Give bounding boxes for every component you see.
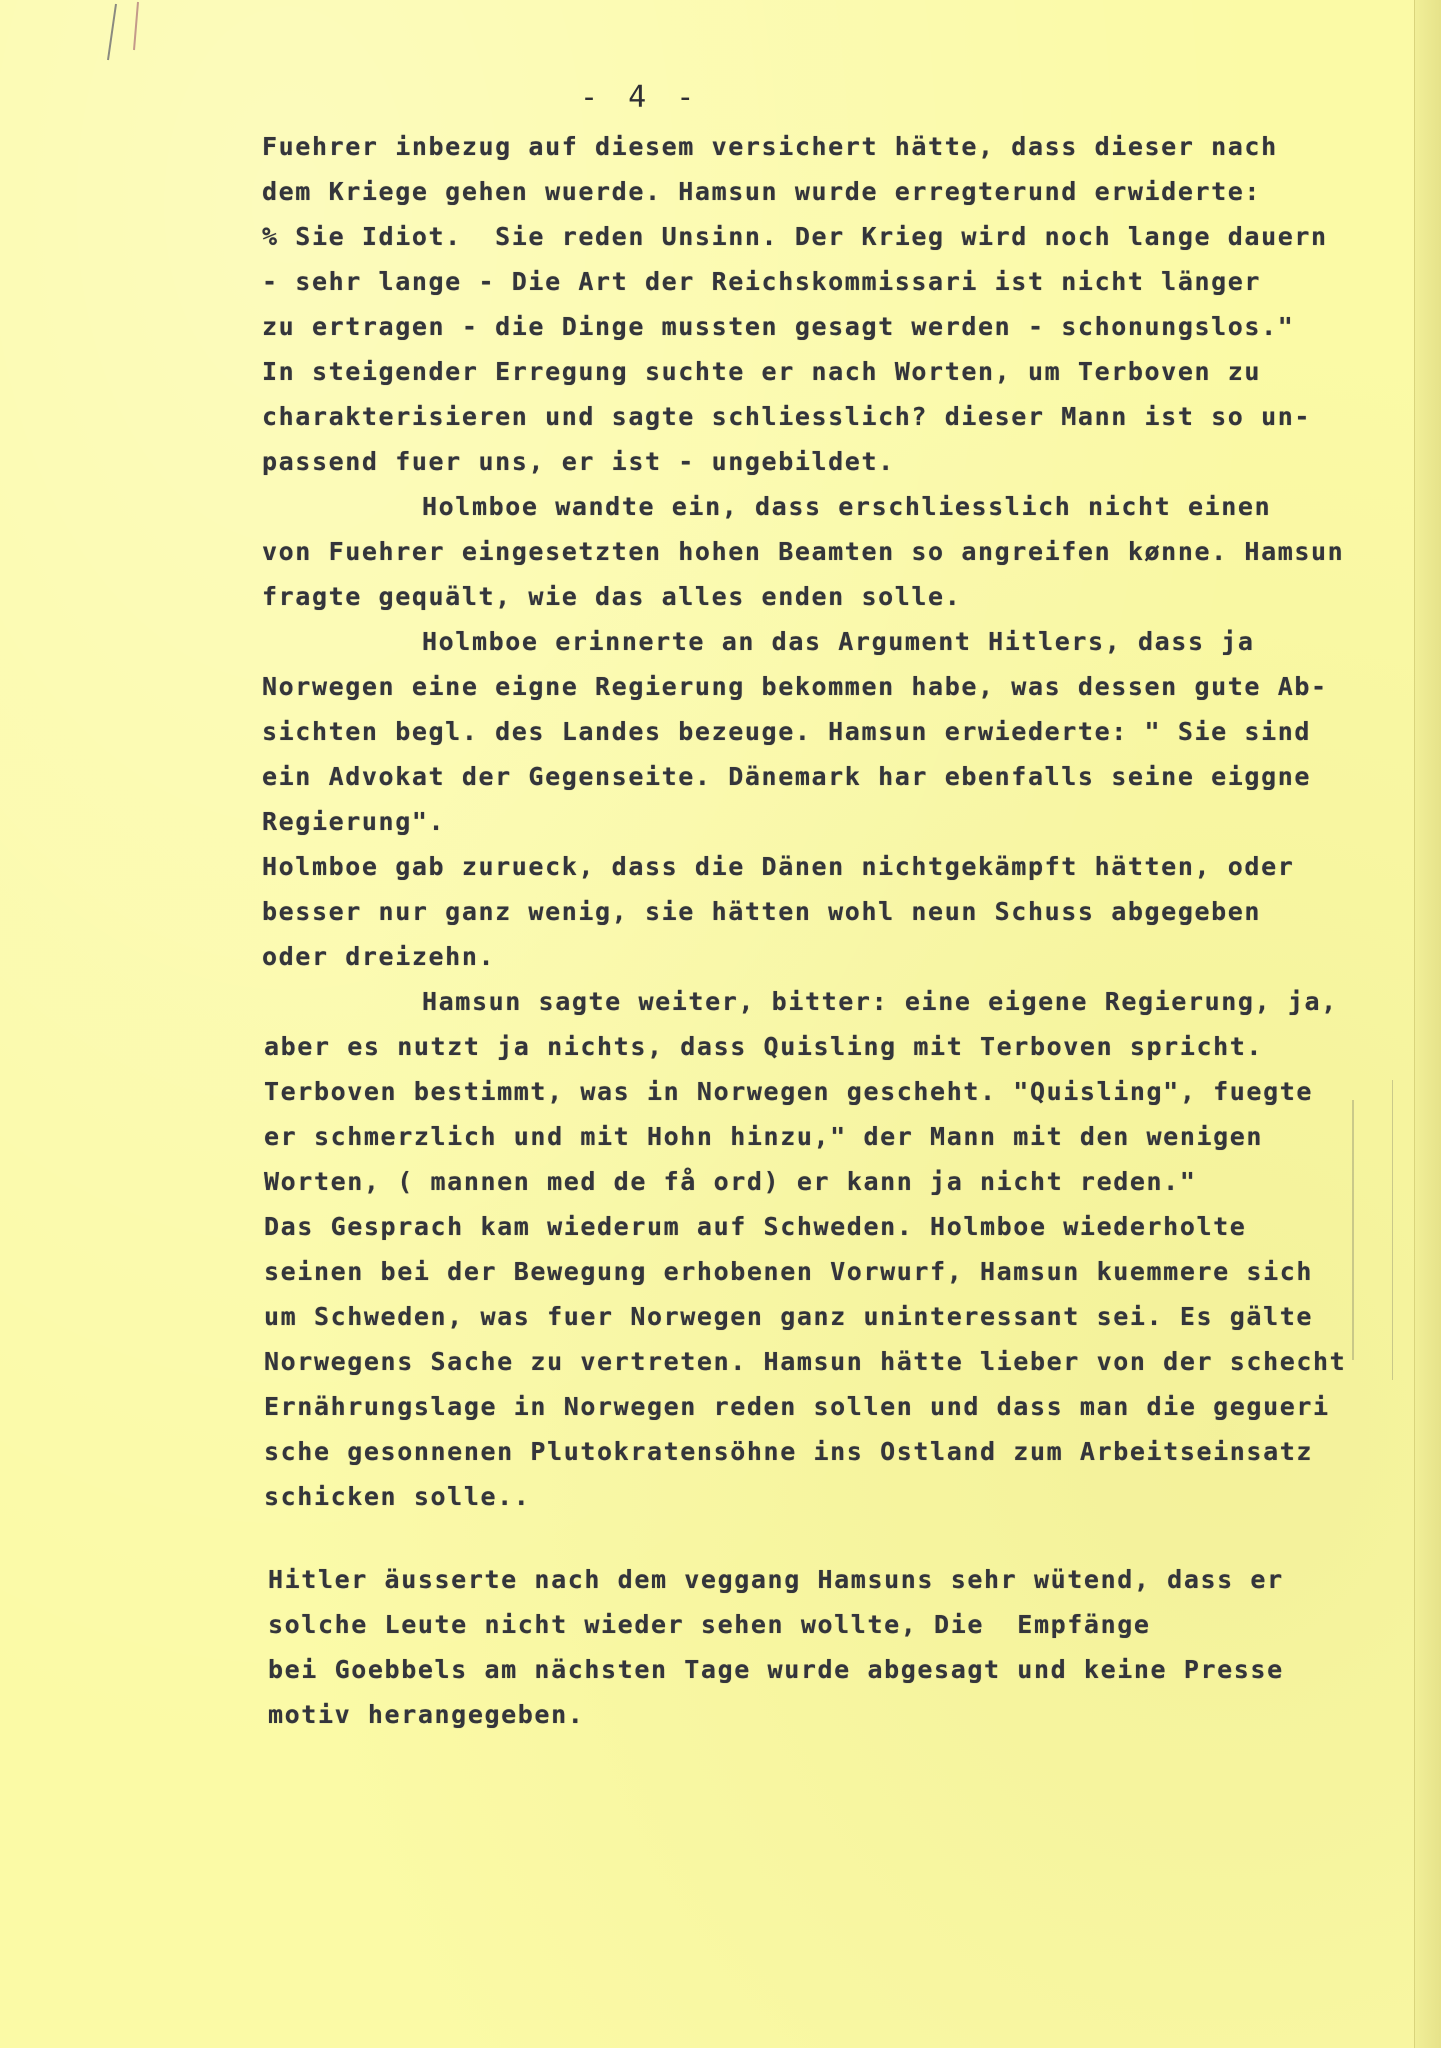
- text-line: sche gesonnenen Plutokratensöhne ins Ostland zum Arbeitseinsatz: [264, 1437, 1314, 1466]
- text-line: besser nur ganz wenig, sie hätten wohl neun Schuss abgegeben: [262, 897, 1262, 926]
- text-line: - sehr lange - Die Art der Reichskommissari ist nicht länger: [262, 267, 1262, 296]
- text-line: oder dreizehn.: [262, 942, 496, 971]
- text-line: er schmerzlich und mit Hohn hinzu," der Mann mit den wenigen: [264, 1122, 1264, 1151]
- text-line: Holmboe erinnerte an das Argument Hitlers, dass ja: [422, 627, 1255, 656]
- text-line: von Fuehrer eingesetzten hohen Beamten so angreifen kønne. Hamsun: [262, 537, 1345, 566]
- text-line: seinen bei der Bewegung erhobenen Vorwurf, Hamsun kuemmere sich: [264, 1257, 1314, 1286]
- text-line: Das Gesprach kam wiederum auf Schweden. Holmboe wiederholte: [264, 1212, 1247, 1241]
- text-line: motiv herangegeben.: [268, 1700, 585, 1729]
- text-line: Ernährungslage in Norwegen reden sollen und dass man die gegueri: [264, 1392, 1330, 1421]
- text-line: Holmboe wandte ein, dass erschliesslich nicht einen: [422, 492, 1272, 521]
- text-line: Norwegens Sache zu vertreten. Hamsun hätte lieber von der schecht: [264, 1347, 1347, 1376]
- text-line: In steigender Erregung suchte er nach Worten, um Terboven zu: [262, 357, 1262, 386]
- text-line: fragte gequält, wie das alles enden solle.: [262, 582, 962, 611]
- text-line: schicken solle..: [264, 1482, 531, 1511]
- text-line: Terboven bestimmt, was in Norwegen gescheht. "Quisling", fuegte: [264, 1077, 1314, 1106]
- text-line: ein Advokat der Gegenseite. Dänemark har ebenfalls seine eiggne: [262, 762, 1312, 791]
- page-number: - 4 -: [580, 80, 701, 115]
- text-line: Worten, ( mannen med de få ord) er kann ja nicht reden.": [264, 1167, 1197, 1196]
- text-line: charakterisieren und sagte schliesslich? dieser Mann ist so un-: [262, 402, 1312, 431]
- text-line: bei Goebbels am nächsten Tage wurde abgesagt und keine Presse: [268, 1655, 1284, 1684]
- text-line: Hamsun sagte weiter, bitter: eine eigene Regierung, ja,: [422, 987, 1338, 1016]
- text-line: Regierung".: [262, 807, 446, 836]
- text-line: aber es nutzt ja nichts, dass Quisling mit Terboven spricht.: [264, 1032, 1264, 1061]
- text-line: % Sie Idiot. Sie reden Unsinn. Der Krieg wird noch lange dauern: [262, 222, 1328, 251]
- text-line: um Schweden, was fuer Norwegen ganz uninteressant sei. Es gälte: [264, 1302, 1314, 1331]
- text-line: Fuehrer inbezug auf diesem versichert hätte, dass dieser nach: [262, 132, 1278, 161]
- text-line: zu ertragen - die Dinge mussten gesagt werden - schonungslos.": [262, 312, 1295, 341]
- text-line: passend fuer uns, er ist - ungebildet.: [262, 447, 895, 476]
- text-line: solche Leute nicht wieder sehen wollte, Die Empfänge: [268, 1610, 1151, 1639]
- text-line: Holmboe gab zurueck, dass die Dänen nichtgekämpft hätten, oder: [262, 852, 1295, 881]
- text-line: Hitler äusserte nach dem veggang Hamsuns sehr wütend, dass er: [268, 1565, 1284, 1594]
- text-line: Norwegen eine eigne Regierung bekommen habe, was dessen gute Ab-: [262, 672, 1328, 701]
- text-line: sichten begl. des Landes bezeuge. Hamsun erwiederte: " Sie sind: [262, 717, 1312, 746]
- text-line: dem Kriege gehen wuerde. Hamsun wurde erregterund erwiderte:: [262, 177, 1262, 206]
